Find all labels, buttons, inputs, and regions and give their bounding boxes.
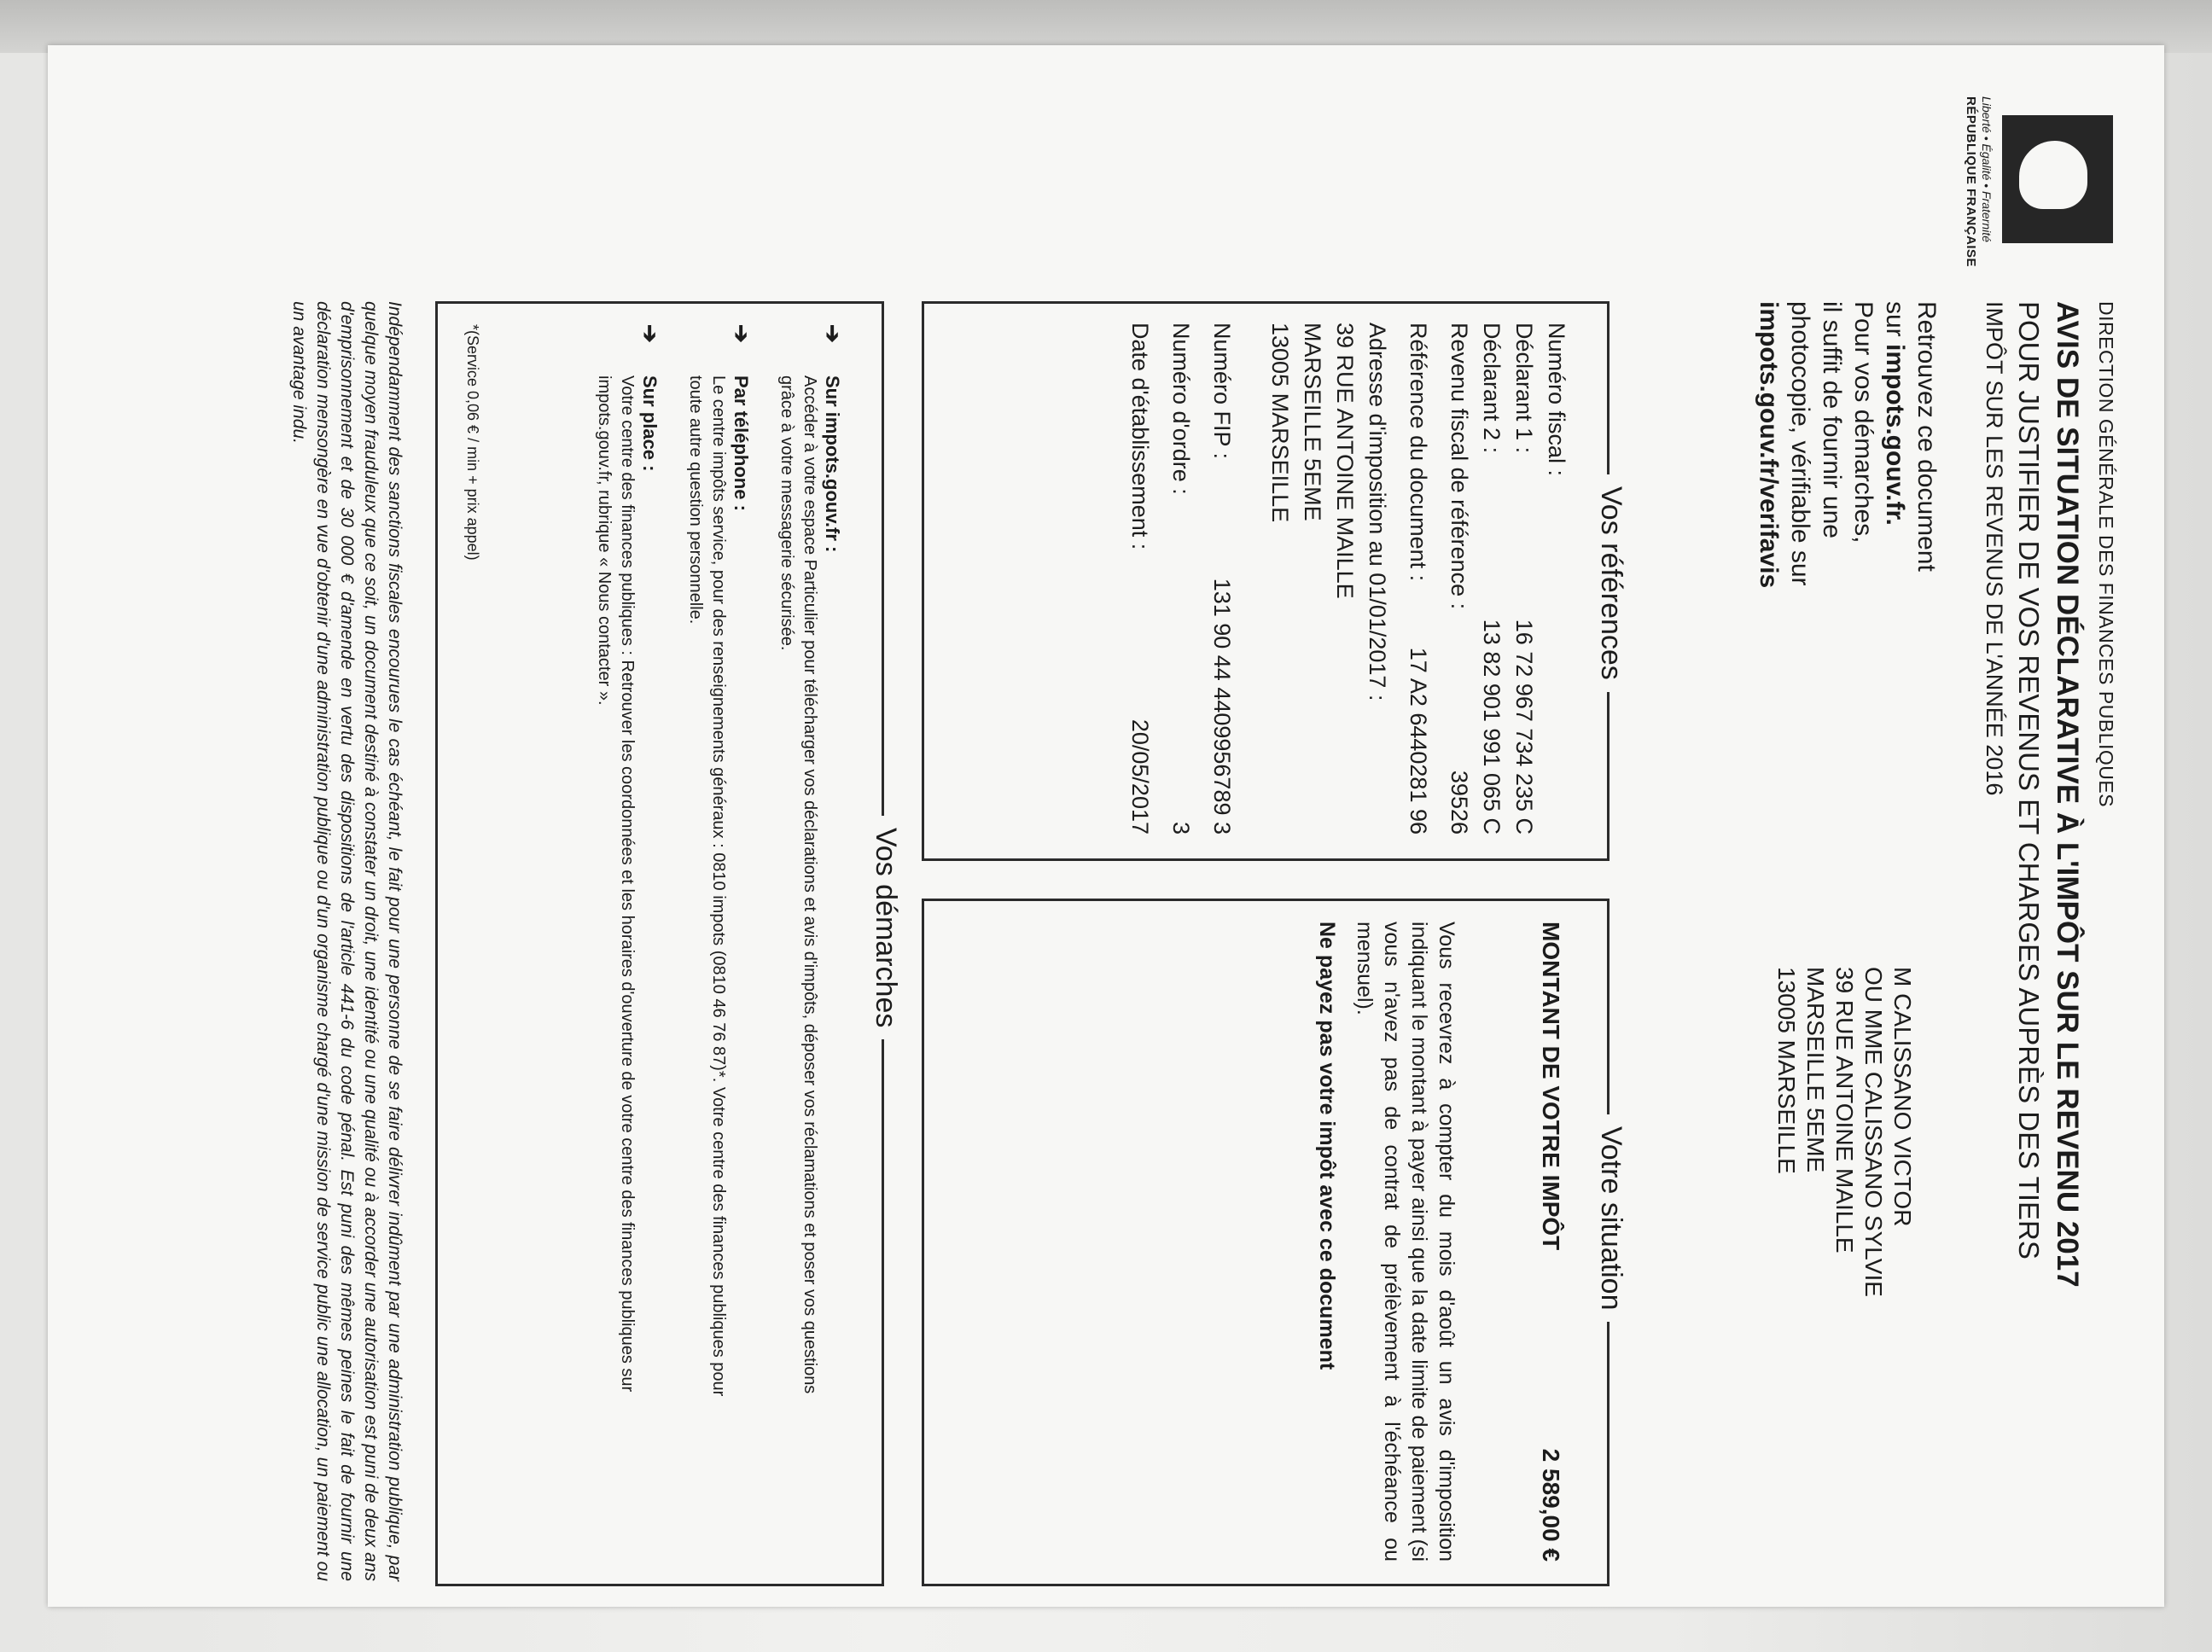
demarche-label[interactable]: Sur impots.gouv.fr : bbox=[822, 375, 843, 553]
retrouvez-line bbox=[1879, 301, 1911, 813]
retrouvez-line: il suffit de fournir une bbox=[1818, 301, 1846, 538]
demarche-onsite bbox=[592, 324, 661, 1553]
fip-label: Numéro FIP : bbox=[1209, 323, 1235, 460]
retrouvez-line: Pour vos démarches, bbox=[1849, 301, 1877, 544]
ref-doc-label: Référence du document : bbox=[1406, 323, 1431, 582]
addressee-line: 39 RUE ANTOINE MAILLE bbox=[1831, 967, 1858, 1254]
ordre-value: 3 bbox=[1168, 821, 1194, 835]
ref-doc-row bbox=[1402, 323, 1435, 835]
situation-box bbox=[922, 899, 1627, 1586]
header bbox=[1981, 301, 2117, 1581]
arrow-right-icon: ➔ bbox=[820, 324, 846, 343]
situation-title: Votre situation bbox=[1594, 1114, 1627, 1322]
references-title: Vos références bbox=[1594, 474, 1627, 692]
addressee-line: OU MME CALISSANO SYLVIE bbox=[1860, 967, 1887, 1297]
fip-row bbox=[1206, 323, 1238, 835]
addressee-block bbox=[1772, 967, 1917, 1564]
montant-row bbox=[1537, 922, 1564, 1562]
rfr-row bbox=[1443, 323, 1476, 835]
demarches-box bbox=[435, 301, 902, 1586]
document-subtitle: POUR JUSTIFIER DE VOS REVENUS ET CHARGES AUPRÈS DES TIERS bbox=[2013, 301, 2045, 1259]
declarant1-label: Déclarant 1 : bbox=[1511, 323, 1537, 454]
demarche-online bbox=[775, 324, 844, 1553]
demarche-text: Votre centre des finances publiques : Retrouver les coordonnées et les horaires d'ouverture de votre centre des finances publiques sur impots.gouv.fr, rubrique « Nous contacter ». bbox=[595, 375, 637, 1393]
rfr-label: Revenu fiscal de référence : bbox=[1447, 323, 1472, 610]
retrouvez-prefix: sur bbox=[1881, 301, 1909, 345]
adresse-line: 39 RUE ANTOINE MAILLE bbox=[1332, 323, 1358, 599]
addressee-line: 13005 MARSEILLE bbox=[1773, 967, 1800, 1174]
references-box bbox=[922, 301, 1627, 861]
montant-value: 2 589,00 € bbox=[1538, 1448, 1564, 1562]
demarche-label: Sur place : bbox=[639, 375, 661, 472]
declarant2-row bbox=[1476, 323, 1508, 835]
ordre-label: Numéro d'ordre : bbox=[1168, 323, 1194, 495]
declarant1-value: 16 72 967 734 235 C bbox=[1511, 619, 1537, 835]
retrouvez-line: photocopie, vérifiable sur bbox=[1786, 301, 1814, 586]
demarche-phone bbox=[684, 324, 753, 1553]
logo-republic: RÉPUBLIQUE FRANÇAISE bbox=[1964, 96, 1978, 268]
situation-paragraph: Vous recevrez à compter du mois d'août un avis d'imposition indiquant le montant à payer ainsi que la date limite de paiement (si vous n'avez pas de contrat de prélèvement à l'échéance ou mensuel). bbox=[1353, 922, 1458, 1562]
marianne-icon bbox=[2002, 115, 2113, 243]
demarche-text: Le centre impôts service, pour des renseignements généraux : 0810 impots (0810 46 76 87)*. Votre centre des finances publiques pour toute autre question personnelle. bbox=[686, 375, 728, 1397]
ref-doc-value: 17 A2 6440281 96 bbox=[1406, 647, 1431, 835]
adresse-line: 13005 MARSEILLE bbox=[1267, 323, 1293, 523]
service-note: *(Service 0,06 € / min + prix appel) bbox=[464, 324, 481, 561]
document-subtitle-year: IMPÔT SUR LES REVENUS DE L'ANNÉE 2016 bbox=[1982, 301, 2007, 796]
arrow-right-icon: ➔ bbox=[637, 324, 663, 343]
demarches-title: Vos démarches bbox=[869, 816, 902, 1039]
numero-fiscal-label: Numéro fiscal : bbox=[1544, 323, 1569, 477]
verifavis-link[interactable]: impots.gouv.fr/verifavis bbox=[1755, 301, 1783, 589]
date-label: Date d'établissement : bbox=[1127, 323, 1153, 550]
arrow-right-icon: ➔ bbox=[729, 324, 754, 343]
ordre-row bbox=[1165, 323, 1197, 835]
legal-notice: Indépendamment des sanctions fiscales encourues le cas échéant, le fait pour une personne de se faire délivrer indûment par une administration publique, par quelque moyen frauduleux que ce soit, un document destiné à constater un droit, une identité ou une qualité ou à accorder une autorisation est puni de deux ans d'emprisonnement et de 30 000 € d'amende en vertu des dispositions de l'article 441-6 du code pénal. Est puni des mêmes peines le fait de fournir une déclaration mensongère en vue d'obtenir d'une administration publique ou d'un organisme chargé d'une mission de service public une allocation, un paiement ou un avantage indu. bbox=[289, 301, 405, 1581]
rfr-value: 39526 bbox=[1447, 770, 1472, 835]
declarant2-value: 13 82 901 991 065 C bbox=[1479, 619, 1505, 835]
situation-warning: Ne payez pas votre impôt avec ce document bbox=[1315, 922, 1339, 1370]
retrouvez-block bbox=[1753, 301, 1942, 813]
addressee-line: MARSEILLE 5EME bbox=[1802, 967, 1829, 1173]
fip-value: 131 90 44 4409956789 3 bbox=[1209, 578, 1235, 835]
montant-label: MONTANT DE VOTRE IMPÔT bbox=[1538, 922, 1564, 1251]
document-title: AVIS DE SITUATION DÉCLARATIVE À L'IMPÔT SUR LE REVENU 2017 bbox=[2051, 301, 2084, 1288]
impots-link[interactable]: impots.gouv.fr. bbox=[1881, 344, 1909, 526]
direction-label: DIRECTION GÉNÉRALE DES FINANCES PUBLIQUES bbox=[2095, 301, 2117, 808]
logo-motto: Liberté • Égalité • Fraternité bbox=[1980, 96, 1994, 242]
document-page bbox=[48, 45, 2164, 1607]
adresse-line: MARSEILLE 5EME bbox=[1300, 323, 1325, 521]
retrouvez-line: Retrouvez ce document bbox=[1912, 301, 1941, 572]
date-value: 20/05/2017 bbox=[1127, 718, 1153, 835]
marianne-logo bbox=[1917, 96, 2113, 267]
addressee-line: M CALISSANO VICTOR bbox=[1889, 967, 1916, 1227]
adresse-label: Adresse d'imposition au 01/01/2017 : bbox=[1365, 323, 1390, 701]
demarche-label: Par téléphone : bbox=[731, 375, 752, 511]
declarant1-row bbox=[1508, 323, 1540, 835]
declarant2-label: Déclarant 2 : bbox=[1479, 323, 1505, 454]
date-row bbox=[1124, 323, 1156, 835]
demarche-text: Accéder à votre espace Particulier pour télécharger vos déclarations et avis d'impôts, déposer vos réclamations et poser vos questions grâce à votre messagerie sécurisée. bbox=[777, 375, 819, 1394]
